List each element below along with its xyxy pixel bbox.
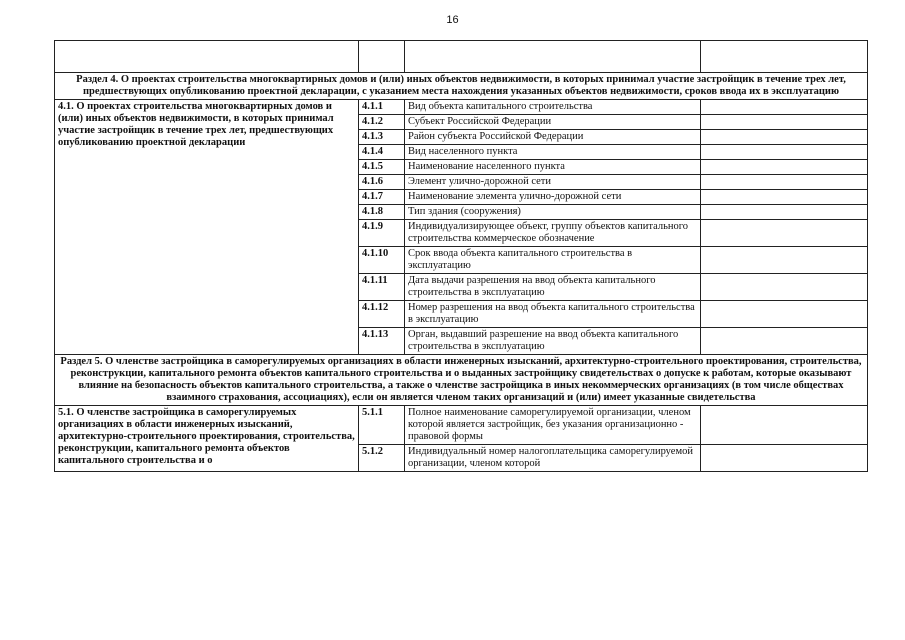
blank-top-row [55,41,868,73]
item-code: 5.1.1 [359,406,405,445]
item-value [701,130,868,145]
item-value [701,220,868,247]
item-description: Вид населенного пункта [405,145,701,160]
item-description: Вид объекта капитального строительства [405,100,701,115]
section4-group-label: 4.1. О проектах строительства многоквартирных домов и (или) иных объектов недвижимости, в которых принимал участие застройщик в течение трех лет, предшествующих опубликованию проектной декларации [55,100,359,355]
item-value [701,301,868,328]
item-value [701,190,868,205]
item-description: Полное наименование саморегулируемой организации, членом которой является застройщик, без указания организационно - правовой формы [405,406,701,445]
item-value [701,145,868,160]
item-code: 4.1.12 [359,301,405,328]
item-code: 4.1.7 [359,190,405,205]
blank-cell [405,41,701,73]
item-code: 4.1.3 [359,130,405,145]
item-description: Наименование населенного пункта [405,160,701,175]
page-number: 16 [446,14,459,26]
item-value [701,247,868,274]
item-code: 5.1.2 [359,445,405,472]
item-value [701,328,868,355]
item-description: Субъект Российской Федерации [405,115,701,130]
item-description: Индивидуализирующее объект, группу объектов капитального строительства коммерческое обозначение [405,220,701,247]
item-description: Элемент улично-дорожной сети [405,175,701,190]
declaration-table [54,40,868,472]
item-code: 4.1.5 [359,160,405,175]
item-code: 4.1.2 [359,115,405,130]
item-description: Тип здания (сооружения) [405,205,701,220]
item-code: 4.1.4 [359,145,405,160]
item-description: Индивидуальный номер налогоплательщика саморегулируемой организации, членом которой [405,445,701,472]
item-description: Срок ввода объекта капитального строительства в эксплуатацию [405,247,701,274]
item-value [701,160,868,175]
table-row [55,100,868,115]
item-code: 4.1.8 [359,205,405,220]
item-value [701,175,868,190]
item-code: 4.1.6 [359,175,405,190]
item-code: 4.1.13 [359,328,405,355]
blank-cell [701,41,868,73]
section4-header-row [55,73,868,100]
item-description: Наименование элемента улично-дорожной сети [405,190,701,205]
item-code: 4.1.1 [359,100,405,115]
table-row [55,406,868,445]
item-code: 4.1.10 [359,247,405,274]
item-value [701,406,868,445]
item-description: Район субъекта Российской Федерации [405,130,701,145]
section5-group-label: 5.1. О членстве застройщика в саморегулируемых организациях в области инженерных изысканий, архитектурно-строительного проектирования, строительства, реконструкции, капитального ремонта объектов капитального строительства и о [55,406,359,472]
section4-header: Раздел 4. О проектах строительства многоквартирных домов и (или) иных объектов недвижимости, в которых принимал участие застройщик в течение трех лет, предшествующих опубликованию проектной декларации, с указанием места нахождения указанных объектов недвижимости, сроков ввода их в эксплуатацию [55,73,868,100]
item-code: 4.1.9 [359,220,405,247]
item-value [701,274,868,301]
item-description: Орган, выдавший разрешение на ввод объекта капитального строительства в эксплуатацию [405,328,701,355]
item-value [701,445,868,472]
item-description: Номер разрешения на ввод объекта капитального строительства в эксплуатацию [405,301,701,328]
item-value [701,100,868,115]
blank-cell [359,41,405,73]
item-value [701,115,868,130]
item-code: 4.1.11 [359,274,405,301]
item-value [701,205,868,220]
section5-header-row [55,355,868,406]
item-description: Дата выдачи разрешения на ввод объекта капитального строительства в эксплуатацию [405,274,701,301]
blank-cell [55,41,359,73]
section5-header: Раздел 5. О членстве застройщика в саморегулируемых организациях в области инженерных изысканий, архитектурно-строительного проектирования, строительства, реконструкции, капитального ремонта объектов капитального строительства и о выданных застройщику свидетельствах о допуске к работам, которые оказывают влияние на безопасность объектов капитального строительства, а также о членстве застройщика в иных некоммерческих организациях (в том числе обществах взаимного страхования, ассоциациях), если он является членом таких организаций и (или) имеет указанные свидетельства [55,355,868,406]
